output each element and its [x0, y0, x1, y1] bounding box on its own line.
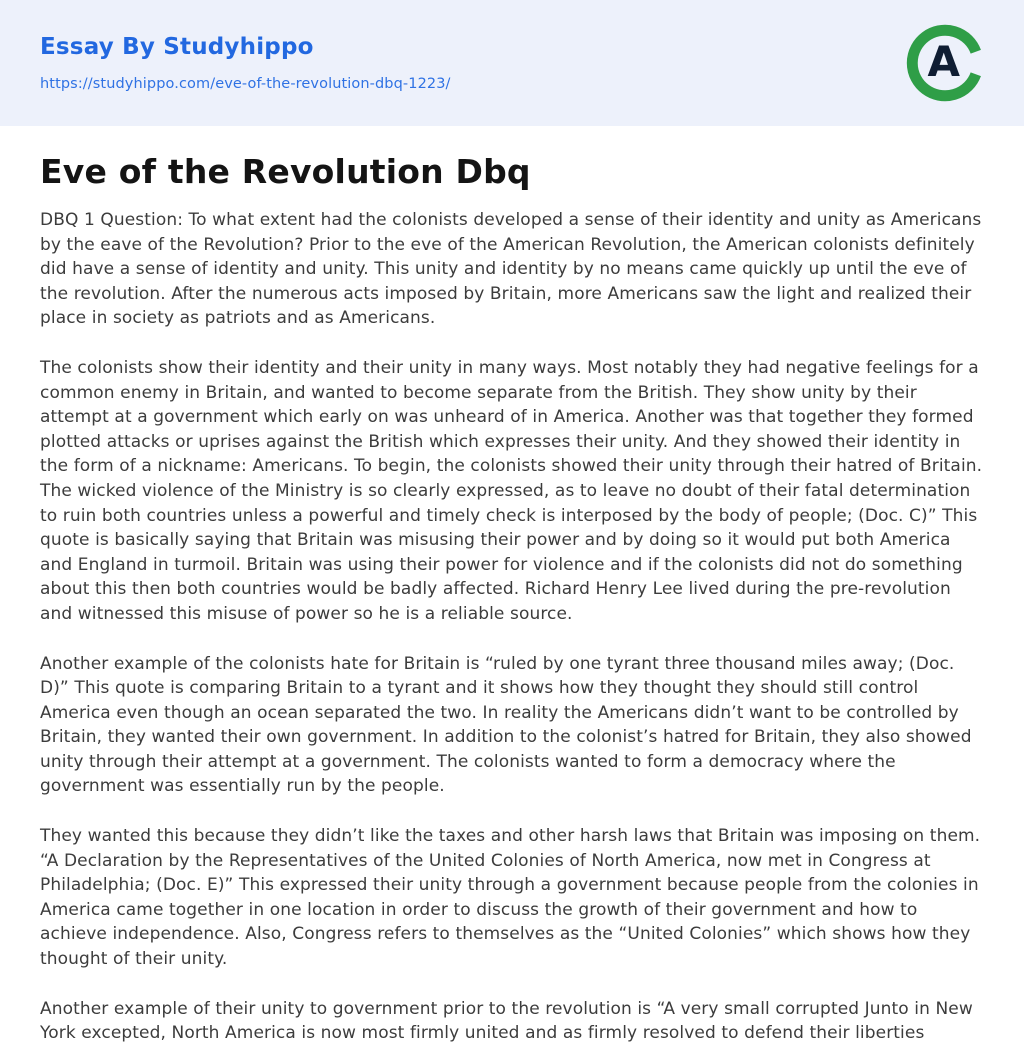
essay-paragraph-3: Another example of the colonists hate for Britain is “ruled by one tyrant three thousand miles away; (Doc. D)” This quote is comparing Britain to a tyrant and it shows how they thought they should still control America even though an ocean separated the two. In reality the Americans didn’t want to be controlled by Britain, they wanted their own government. In addition to the colonist’s hatred for Britain, they also showed unity through their attempt at a government. The colonists wanted to form a democracy where the government was essentially run by the people. [40, 653, 972, 797]
logo-letter: A [927, 37, 960, 87]
essay-title: Eve of the Revolution Dbq [40, 152, 531, 191]
essay-paragraph-2: The colonists show their identity and their unity in many ways. Most notably they had negative feelings for a common enemy in Britain, and wanted to become separate from the British. They show unity by their attempt at a government which early on was unheard of in America. Another was that together they formed plotted attacks or uprises against the British which expresses their unity. And they showed their identity in the form of a nickname: Americans. To begin, the colonists showed their unity through their hatred of Britain. The wicked violence of the Ministry is so clearly expressed, as to leave no doubt of their fatal determination to ruin both countries unless a powerful and timely check is interposed by the body of people; (Doc. C)” This quote is basically saying that Britain was misusing their power and by doing so it would put both America and England in turmoil. Britain was using their power for violence and if the colonists did not do something about this then both countries would be badly affected. Richard Henry Lee lived during the pre-revolution and witnessed this misuse of power so he is a reliable source. [40, 357, 983, 624]
page-header [0, 0, 1024, 126]
essay-body [0, 152, 1024, 1046]
studyhippo-logo[interactable] [906, 24, 984, 102]
essay-paragraph-4: They wanted this because they didn’t like the taxes and other harsh laws that Britain was imposing on them. “A Declaration by the Representatives of the United Colonies of North America, now met in Congress at Philadelphia; (Doc. E)” This expressed their unity through a government because people from the colonies in America came together in one location in order to discuss the growth of their government and how to achieve independence. Also, Congress refers to themselves as the “United Colonies” which shows how they thought of their unity. [40, 826, 981, 970]
essay-paragraph-5: Another example of their unity to government prior to the revolution is “A very small corrupted Junto in New York excepted, North America is now most firmly united and as firmly resolved to defend their liberties [40, 998, 973, 1044]
header-text-block [40, 34, 451, 92]
essay-paragraph-1: DBQ 1 Question: To what extent had the colonists developed a sense of their identity and unity as Americans by the eave of the Revolution? Prior to the eve of the American Revolution, the American colonists definitely did have a sense of identity and unity. This unity and identity by no means came quickly up until the eve of the revolution. After the numerous acts imposed by Britain, more Americans saw the light and realized their place in society as patriots and as Americans. [40, 210, 982, 329]
essay-url-link[interactable]: https://studyhippo.com/eve-of-the-revolution-dbq-1223/ [40, 76, 451, 92]
site-title: Essay By Studyhippo [40, 34, 314, 60]
